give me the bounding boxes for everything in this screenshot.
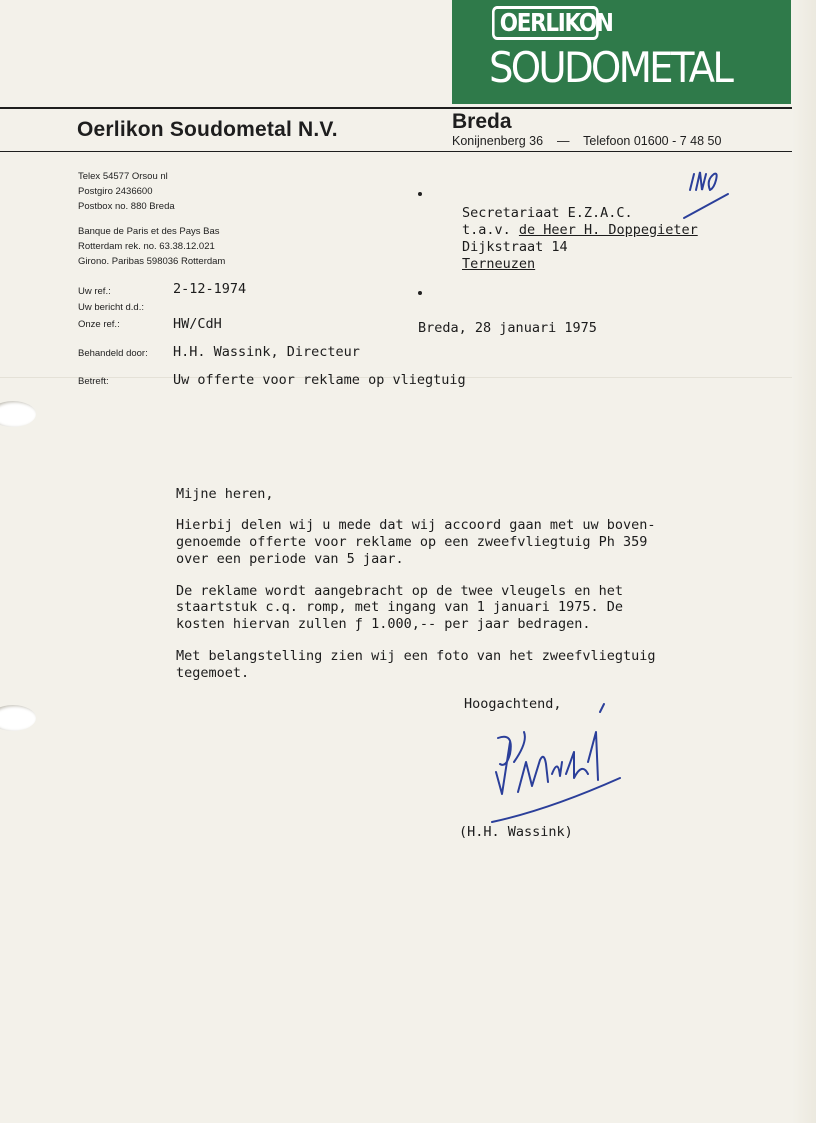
paper-edge [792,0,816,1123]
company-name: Oerlikon Soudometal N.V. [77,118,338,141]
paragraph-3-line-1: Met belangstelling zien wij een foto van het zweefvliegtuig [176,648,656,664]
signature [488,702,628,832]
window-mark-bottom [418,291,422,295]
handwritten-annotation [676,160,736,222]
company-logo [452,0,791,104]
letterhead-top-rule [0,107,792,109]
uw-ref-label: Uw ref.: [78,286,111,297]
sender-bank-name: Banque de Paris et des Pays Bas [78,226,220,237]
recipient-line-1: Secretariaat E.Z.A.C. [462,205,633,221]
window-mark-top [418,192,422,196]
paragraph-2-line-3: kosten hiervan zullen ƒ 1.000,-- per jaar bedragen. [176,616,591,632]
recipient-line-2 [462,222,698,238]
punch-hole-top [0,401,36,427]
sender-telex: Telex 54577 Orsou nl [78,171,168,182]
letterhead-bottom-rule [0,151,792,152]
behandeld-value: H.H. Wassink, Directeur [173,344,360,360]
sender-postgiro: Postgiro 2436600 [78,186,153,197]
company-address [452,134,721,148]
paragraph-1-line-1: Hierbij delen wij u mede dat wij accoord gaan met uw boven- [176,517,656,533]
logo-oerlikon: OERLIKON [492,6,599,40]
signatory-name: (H.H. Wassink) [459,824,573,840]
onze-ref-value: HW/CdH [173,316,222,332]
paragraph-1-line-2: genoemde offerte voor reklame op een zweefvliegtuig Ph 359 [176,534,648,550]
punch-hole-bottom [0,705,36,731]
date-value: 28 januari 1975 [474,320,597,336]
recipient-name: de Heer H. Doppegieter [518,222,698,238]
recipient-line-4: Terneuzen [462,256,536,272]
sender-bank-account: Rotterdam rek. no. 63.38.12.021 [78,241,215,252]
logo-soudometal: SOUDOMETAL [489,43,732,92]
sender-postbox: Postbox no. 880 Breda [78,201,175,212]
betreft-label: Betreft: [78,376,109,387]
onze-ref-label: Onze ref.: [78,319,120,330]
paragraph-2-line-2: staartstuk c.q. romp, met ingang van 1 januari 1975. De [176,599,624,615]
company-street: Konijnenberg 36 [452,134,544,148]
uw-bericht-label: Uw bericht d.d.: [78,302,144,313]
company-city: Breda [452,110,512,133]
recipient-attention: t.a.v. [462,222,511,238]
betreft-value: Uw offerte voor reklame op vliegtuig [173,372,466,388]
closing: Hoogachtend, [464,696,562,712]
recipient-line-3: Dijkstraat 14 [462,239,568,255]
paragraph-2-line-1: De reklame wordt aangebracht op de twee vleugels en het [176,583,624,599]
paragraph-3-line-2: tegemoet. [176,665,250,681]
behandeld-label: Behandeld door: [78,348,148,359]
company-phone: Telefoon 01600 - 7 48 50 [583,134,722,148]
address-separator: — [556,134,570,148]
salutation: Mijne heren, [176,486,274,502]
paragraph-1-line-3: over een periode van 5 jaar. [176,551,404,567]
sender-girono: Girono. Paribas 598036 Rotterdam [78,256,226,267]
uw-ref-value: 2-12-1974 [173,281,247,297]
letter-date [418,320,597,336]
date-place: Breda, [418,320,467,336]
